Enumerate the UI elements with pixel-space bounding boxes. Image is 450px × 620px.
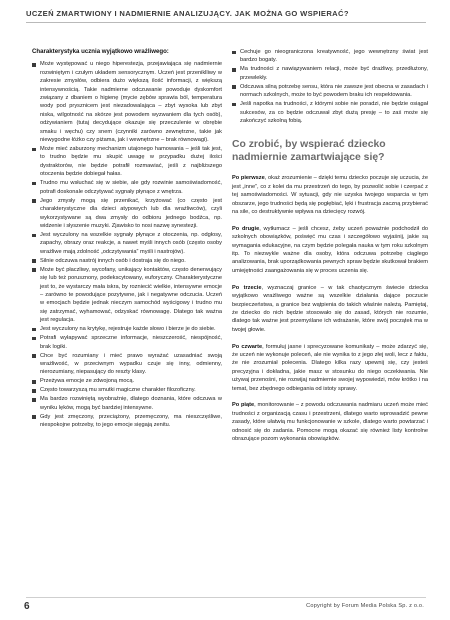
paragraph-fourth	[232, 343, 428, 393]
paragraph-lead: Po czwarte	[232, 343, 263, 350]
paragraph-text: , monitorowanie – z powodu odczuwania nadmiaru uczeń może mieć trudności z organizacją czasu i przestrzeni, dlatego warto wprowadzić pewne zasady, które ułatwią mu funkcjonowanie w szkole, dlatego warto powtarzać i odnosić się do zadania. Pomocne mogą okazać się również listy kontrolne obrazujące pozom wykonania obowiązków.	[232, 402, 428, 442]
list-item: Ma trudności z nawiązywaniem relacji, może być drażliwy, przedłużony, przewlekły.	[232, 65, 428, 82]
list-item: Jeśli napotka na trudności, z którymi sobie nie poradzi, nie będzie osiągał sukcesów, za co będzie odczuwał zbyt dużą presję – to zaś może się zakończyć szkolną fobią.	[232, 100, 428, 125]
right-column	[232, 48, 428, 452]
list-item: Gdy jest zmęczony, przeciążony, przemęczony, ma nieszczęśliwe, niespokojne potrzeby, to jego emocje sięgają zenitu.	[32, 413, 222, 430]
paragraph-third	[232, 284, 428, 334]
paragraph-text: , okaż zrozumienie – dzięki temu dziecko poczuje się uczucia, że jest „inne”, co z kolei da mu przestrzeń do tego, by pozwolić sobie i czerpać z tej samoświadomości. W sytuacji, gdy nie uzyska twojego wsparcia w tym obszarze, jego trudności będą się pogłębiać, lęki i frustracja zaczną przybierać na sile, co destruktywnie wpływa na dziecięcy rozwój.	[232, 175, 429, 216]
paragraph-second	[232, 225, 428, 275]
header-divider	[26, 22, 426, 23]
list-item: Jest wyczulony na wszelkie sygnały płynące z otoczenia, np. odgłosy, zapachy, obrazy oraz reakcje, a nawet myśli innych osób (często osoby wrażliwe mają zdolność „odczytywania” myśli i nastrojów).	[32, 231, 222, 256]
characteristics-title: Charakterystyka ucznia wyjątkowo wrażliwego:	[32, 48, 169, 55]
list-item: Silnie odczuwa nastrój innych osób i dostraja się do niego.	[32, 257, 222, 265]
list-item: Może być płaczliwy, wycofany, unikający kontaktów, często denerwujący się lub też porusznony, podekscytowany, euforyczny. Charakterystyczne jest to, że wystarczy mała iskra, by rozniecić wielkie, intensywne emocje – zarówno te powodujące pozytywne, jak i negatywne odczucia. Uczeń w emocjach będzie jednak nieczym samochód wyścigowy i trudno mu się zatrzymać, wyhamować, odzyskać równowagę. Dlatego tak ważna jest regulacja.	[32, 266, 222, 325]
list-item: Ma bardzo rozwiniętą wyobraźnię, dlatego doznania, które odczuwa w wyniku lęków, mogą być bardziej intensywne.	[32, 395, 222, 412]
paragraph-lead: Po trzecie	[232, 284, 262, 291]
footer-divider	[26, 597, 426, 598]
page-number: 6	[24, 601, 30, 612]
list-item: Przeżywa emocje ze zdwojoną mocą.	[32, 377, 222, 385]
paragraph-lead: Po pierwsze	[232, 175, 265, 182]
list-item: Jest wyczulony na krytykę, rejestruje każde słowo i bierze je do siebie.	[32, 325, 222, 333]
paragraph-lead: Po drugie	[232, 225, 260, 232]
page-header	[0, 0, 450, 28]
characteristics-list-left	[32, 60, 222, 429]
paragraph-text: , formułuj jasne i sprecyzowane komunikaty – może zdarzyć się, że uczeń nie wykonuje poleceń, ale nie wynika to z jego złej woli, lecz z faktu, że nie zrozumiał polecenia. Dlatego kilka razy upewnij się, czy jesteś precyzyjna i dokładna, jakie masz w stosunku do niego oczekiwania. Nie używaj przenośni, nie rozwijaj nadmiernie swojej wypowiedzi, mów krótko i na temat, bez zbędnego odbiegania od istoty sprawy.	[232, 343, 429, 392]
header-title: UCZEŃ ZMARTWIONY I NADMIERNIE ANALIZUJĄCY. JAK MOŻNA GO WSPIERAĆ?	[26, 9, 349, 18]
paragraph-text: , wyznaczaj granice – w tak chaotycznym świecie dziecka wyjątkowo wrażliwego ważne są wszelkie działania dające poczucie bezpieczeństwa, a granice bez wątpienia do takich właśnie należą. Pamiętaj, że dziecko do nich będzie stosowało się do zasad, których nie rozumie, dlatego tak ważne jest przemyślane ich wdrażanie, które swój początek ma w twojej głowie.	[232, 284, 428, 333]
paragraph-fifth	[232, 401, 428, 443]
list-item: Często towarzyszą mu smutki magiczne charakter filozoficzny.	[32, 386, 222, 394]
list-item: Potrafi wyłapywać sprzeczne informacje, nieszczerość, niespójność, brak logiki.	[32, 334, 222, 351]
copyright-notice: Copyright by Forum Media Polska Sp. z o.o.	[306, 603, 424, 609]
characteristics-list-right	[232, 48, 428, 125]
section-heading: Co zrobić, by wspierać dziecko nadmiernie zamartwiające się?	[232, 139, 386, 163]
list-item: Może występować u niego hiperestezja, przejawiająca się nadmiernie rozwiniętym i czułym układem sensorycznym. Uczeń jest przeniklliwy w zakresie zmysłów, odbiera dużo większą ilość informacji, z większą intensywnością. Takie nadmierne odczuwanie powoduje dyskomfort związany z dbaniem o higienę (mycie zębów sprawia ból, temperatura wody pod prysznicem jest niezadowalająca – zbyt wysoka lub zbyt niska, wilgotność na skórze jest powodem wyzwaniem dla tych osób), odżywianiem (tutaj decydujące okazuje się przeczulenie w obrębie smaku i węchu) czy snem (czynniki zarówno zewnętrzne, takie jak niewygodne łóżko czy piżama, jak i wewnętrzne – brak równowagi).	[32, 60, 222, 144]
list-item: Trudno mu wsłuchać się w siebie, ale gdy rozwinie samoświadomość, potrafi doskonale odczytywać sygnały płynące z wnętrza.	[32, 179, 222, 196]
list-item: Chce być rozumiany i mieć prawo wyrażać uzasadniać swoją wrażliwość, w przeciwnym wypadku czuje się inny, odmienny, nierozumiany, niepasujący do reszty klasy.	[32, 352, 222, 377]
list-item: Cechuje go nieograniczona kreatywność, jego wewnętrzny świat jest bardzo bogaty.	[232, 48, 428, 65]
list-item: Może mieć zaburzony mechanizm utajonego hamowania – jeśli tak jest, to trudno będzie mu skupić uwagę w przypadku dużej ilości dystraktorów, nie będzie potrafił rozmawiać, jeśli z najbliższego otoczenia będzie dobiegał hałas.	[32, 145, 222, 179]
left-column	[32, 48, 222, 430]
paragraph-first	[232, 174, 428, 216]
list-item: Jego zmysły mogą się przenikać, krzyżować (co często jest charakterystyczne dla dzieci atypowych lub dla wrażliwców), czyli wykorzystywane są dwa zmysły do odbioru jednego bodźca, np. widzenie i słyszenie muzyki. Zjawisko to nosi nazwę synestezji.	[32, 197, 222, 231]
paragraph-text: , wytłumacz – jeśli chcesz, żeby uczeń poważnie podchodził do szkolnych obowiązków, poświęć mu czas i szczegółowo wyjaśnij, jakie są wymagania edukacyjne, na czym będzie polegała nauka w tym roku szkolnym itp. To niezwykle ważne dla osoby, która odczuwa potrzebę ciągłego analizowania, brak uporządkowania pewnych spraw będzie skutkował brakiem umiejętności zaangażowania się w proces uczenia się.	[232, 225, 428, 274]
list-item: Odczuwa silną potrzebę sensu, która nie zawsze jest obecna w zasadach i normach szkolnych, może to być powodem braku ich respektowania.	[232, 83, 428, 100]
paragraph-lead: Po piąte	[232, 402, 255, 409]
